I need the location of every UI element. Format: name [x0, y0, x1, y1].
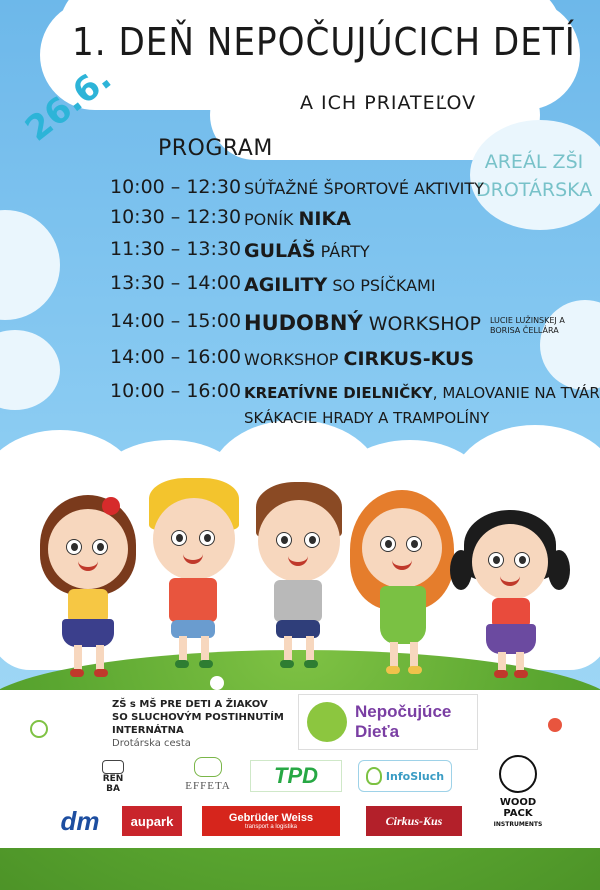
cirkus-kus-logo	[366, 806, 462, 836]
venue	[476, 148, 592, 204]
program-activity	[244, 383, 600, 402]
hands-icon	[194, 757, 222, 777]
workshop-hosts	[490, 316, 565, 336]
dm-text: dm	[60, 805, 100, 836]
dm-logo	[52, 804, 108, 838]
program-time: 13:30 – 14:00	[110, 272, 242, 294]
host-line-1: LUCIE LUŽINSKEJ A	[490, 315, 565, 325]
child-girl-2	[350, 490, 460, 680]
host-line-2: BORISA ČELLÁRA	[490, 325, 559, 335]
venue-line-2: DROTÁRSKA	[476, 179, 593, 201]
activity-text: WORKSHOP	[362, 313, 481, 335]
child-boy-2	[250, 480, 350, 680]
activity-text: PONÍK	[244, 210, 299, 229]
infosluch-logo	[358, 760, 452, 792]
flower-icon	[30, 720, 48, 738]
gebruder-weiss-logo	[202, 806, 340, 836]
program-activity	[244, 274, 436, 296]
logo-text-line-2: Dieťa	[355, 722, 400, 741]
activity-highlight: NIKA	[298, 208, 351, 230]
flower-icon	[210, 676, 224, 690]
aupark-logo	[122, 806, 182, 836]
program-activity	[244, 208, 351, 230]
event-date: 26.6.	[18, 58, 119, 150]
program-activity	[244, 240, 370, 262]
aupark-text: aupark	[130, 813, 174, 829]
organizer-line-3: INTERNÁTNA	[112, 725, 184, 736]
program-time: 14:00 – 16:00	[110, 346, 242, 368]
program-activity	[244, 311, 565, 336]
activity-highlight: GULÁŠ	[244, 240, 316, 262]
wood-line-1: WOOD	[499, 796, 537, 808]
program-time: 10:30 – 12:30	[110, 206, 242, 228]
cirkus-text: Cirkus-Kus	[385, 813, 443, 828]
organizer-line-2: SO SLUCHOVÝM POSTIHNUTÍM	[112, 712, 284, 723]
child-girl-1	[40, 495, 140, 685]
gebruder-text: Gebrüder Weiss	[228, 812, 314, 824]
organizer-info	[112, 698, 284, 750]
gebruder-subtext: transport a logistika	[244, 824, 298, 830]
child-girl-3	[458, 510, 568, 690]
program-time: 10:00 – 16:00	[110, 380, 242, 402]
child-boy-1	[145, 478, 245, 678]
program-activity	[244, 348, 474, 370]
tpd-logo	[250, 760, 342, 792]
organizer-line-1: ZŠ s MŠ PRE DETI A ŽIAKOV	[112, 699, 268, 710]
hand-icon	[102, 760, 124, 774]
wood-line-2: PACK	[503, 807, 533, 819]
activity-text: , MALOVANIE NA TVÁR	[432, 384, 600, 402]
wood-line-3: INSTRUMENTS	[493, 820, 543, 828]
page-title: 1. DEŇ NEPOČUJÚCICH DETÍ	[72, 20, 576, 64]
activity-text: SO PSÍČKAMI	[327, 276, 436, 295]
activity-text: WORKSHOP	[244, 350, 344, 369]
activity-highlight: KREATÍVNE DIELNIČKY	[244, 384, 433, 402]
venue-line-1: AREÁL ZŠI	[484, 151, 584, 173]
ren-text: REN	[102, 774, 124, 784]
effeta-text: EFFETA	[185, 779, 231, 792]
organizer-line-4: Drotárska cesta	[112, 738, 191, 749]
program-time: 11:30 – 13:30	[110, 238, 242, 260]
program-time: 10:00 – 12:30	[110, 176, 242, 198]
effeta-logo	[168, 752, 248, 796]
nepocujuce-dieta-logo	[298, 694, 478, 750]
ear-icon	[366, 767, 382, 785]
heart-icon	[307, 702, 347, 742]
flower-icon	[548, 718, 562, 732]
program-time: 14:00 – 15:00	[110, 310, 242, 332]
activity-text: PÁRTY	[315, 242, 370, 261]
wood-pack-logo	[488, 752, 548, 832]
woodpecker-icon	[499, 755, 537, 793]
activity-text: SÚŤAŽNÉ ŠPORTOVÉ AKTIVITY	[244, 179, 484, 198]
program-activity	[244, 179, 484, 198]
program-label: PROGRAM	[158, 136, 273, 161]
logo-text-line-1: Nepočujúce	[355, 702, 452, 721]
activity-highlight: AGILITY	[244, 274, 328, 296]
subtitle: A ICH PRIATEĽOV	[300, 92, 477, 114]
activity-highlight: CIRKUS-KUS	[343, 348, 475, 370]
tpd-text: TPD	[274, 763, 318, 788]
infosluch-text: InfoSluch	[385, 769, 445, 783]
activity-highlight: HUDOBNÝ	[244, 311, 363, 335]
ren-ba-text: BA	[106, 784, 120, 794]
program-activity-line2: SKÁKACIE HRADY A TRAMPOLÍNY	[244, 409, 490, 427]
ren-ba-logo	[88, 760, 138, 794]
